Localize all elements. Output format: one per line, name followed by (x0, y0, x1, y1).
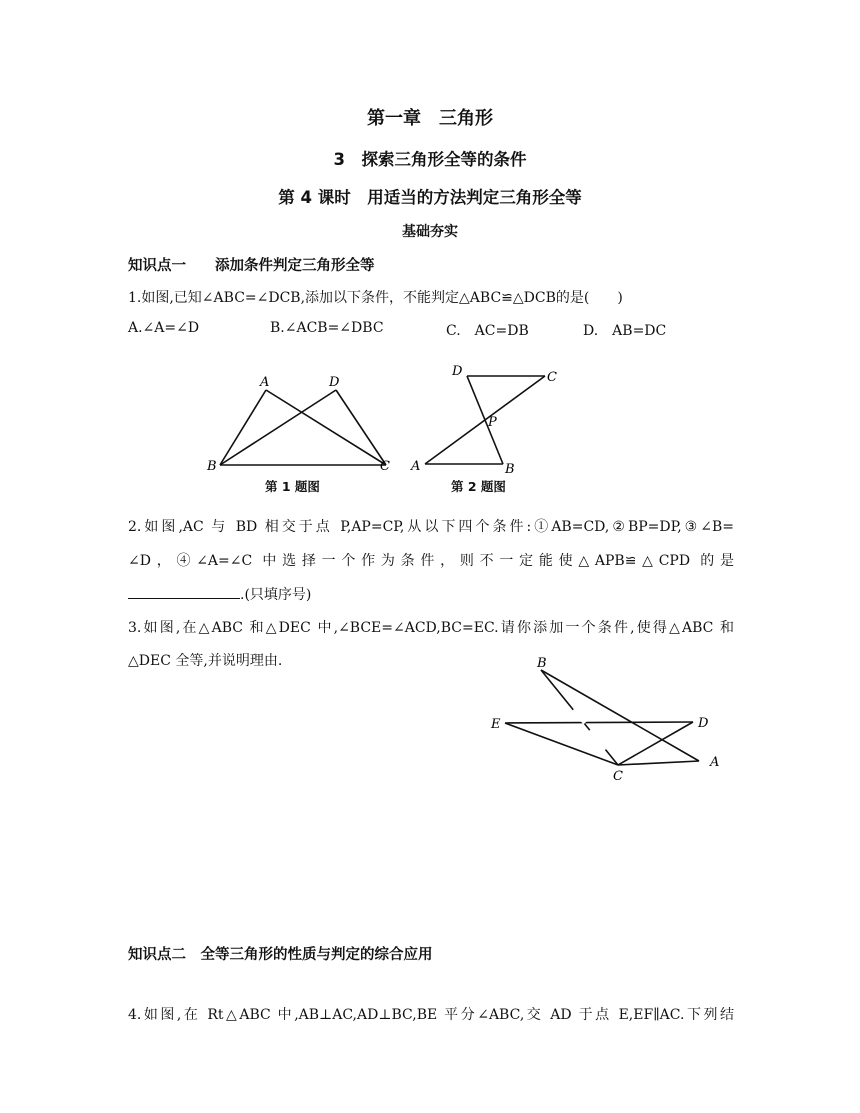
lesson-title: 第 4 课时 用适当的方法判定三角形全等 (278, 188, 582, 207)
fig2-label-a: A (411, 459, 421, 474)
fig1-label-d: D (329, 375, 340, 390)
fig1-segment-ba (220, 390, 266, 465)
fig3-segment-cd (618, 722, 693, 765)
fig3-label-a: A (710, 755, 720, 770)
fig1-segment-bd (220, 390, 336, 465)
chapter-title: 第一章 三角形 (367, 108, 493, 129)
question-4-line-1: 4.如图,在 Rt△ABC 中,AB⊥AC,AD⊥BC,BE 平分∠ABC,交 AD 于点 E,EF∥AC.下列结 (128, 1007, 734, 1023)
question-2-line-2: ∠D，④∠A=∠C 中选择一个作为条件，则不一定能使△APB≌△CPD 的是 (128, 553, 734, 569)
fig2-label-b: B (505, 462, 515, 477)
fig2-segment-ca (425, 376, 545, 464)
answer-blank[interactable] (128, 586, 240, 599)
fig3-label-d: D (698, 716, 709, 731)
fig1-label-a: A (260, 375, 270, 390)
question-2-line-3 (128, 584, 311, 604)
fig3-label-b: B (537, 656, 547, 671)
part-title: 基础夯实 (402, 224, 458, 240)
question-2-line-1: 2.如图,AC 与 BD 相交于点 P,AP=CP,从以下四个条件:①AB=CD,②BP=DP,③∠B= (128, 519, 734, 535)
knowledge-point-2-title: 知识点二 全等三角形的性质与判定的综合应用 (128, 947, 433, 963)
figure-2-caption: 第 2 题图 (451, 479, 506, 494)
fig3-segment-ed (505, 722, 693, 723)
fig1-segment-dc (336, 390, 386, 465)
figure-2 (405, 360, 575, 478)
fig1-segment-ac (266, 390, 386, 465)
figure-1 (200, 368, 400, 478)
q1-option-d: D. AB=DC (583, 323, 667, 339)
fig3-segment-ba (541, 670, 699, 761)
question-2-hint: .(只填序号) (240, 587, 312, 603)
question-3-line-2: △DEC 全等,并说明理由. (128, 653, 283, 669)
q1-option-b: B.∠ACB=∠DBC (270, 320, 384, 336)
fig1-label-b: B (207, 459, 217, 474)
fig2-label-c: C (547, 370, 557, 385)
question-3-line-1: 3.如图,在△ABC 和△DEC 中,∠BCE=∠ACD,BC=EC.请你添加一个条件,使得△ABC 和 (128, 620, 734, 636)
figure-3 (485, 650, 735, 785)
fig1-label-c: C (380, 459, 390, 474)
question-1-text: 1.如图,已知∠ABC=∠DCB,添加以下条件，不能判定△ABC≌△DCB的是( ) (128, 290, 623, 306)
knowledge-point-1-title: 知识点一 添加条件判定三角形全等 (128, 258, 375, 274)
fig3-label-e: E (491, 717, 501, 732)
fig2-label-p: P (488, 415, 497, 430)
fig2-label-d: D (452, 364, 463, 379)
section-title: 3 探索三角形全等的条件 (333, 150, 527, 169)
q1-option-a: A.∠A=∠D (128, 320, 200, 336)
figure-1-caption: 第 1 题图 (265, 479, 320, 494)
fig3-label-c: C (613, 769, 623, 784)
fig3-segment-ca (618, 761, 699, 765)
q1-option-c: C. AC=DB (446, 323, 529, 339)
